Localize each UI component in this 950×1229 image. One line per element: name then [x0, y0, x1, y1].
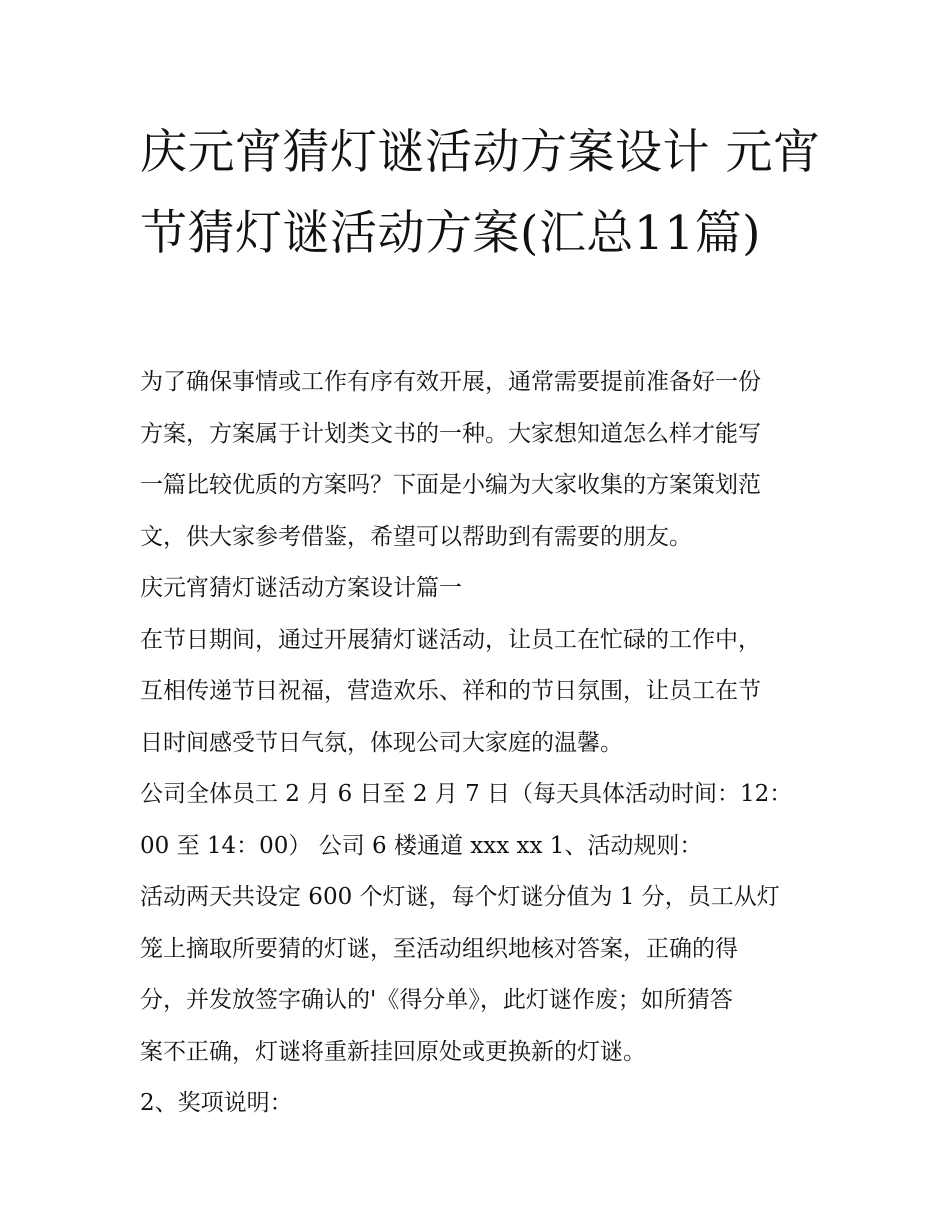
body-line-13: 分，并发放签字确认的'《得分单》，此灯谜作废；如所猜答 [140, 987, 733, 1013]
body-line-4: 文，供大家参考借鉴，希望可以帮助到有需要的朋友。 [140, 523, 692, 550]
body-line-2: 方案，方案属于计划类文书的一种。大家想知道怎么样才能写 [140, 420, 761, 447]
body-line-15: 2、奖项说明： [140, 1090, 293, 1116]
body-line-12: 笼上摘取所要猜的灯谜，至活动组织地核对答案，正确的得 [140, 935, 738, 962]
document-title: 庆元宵猜灯谜活动方案设计 元宵节猜灯谜活动方案(汇总11篇) [140, 125, 821, 261]
body-line-6: 在节日期间，通过开展猜灯谜活动，让员工在忙碌的工作中， [140, 626, 761, 653]
body-line-7: 互相传递节日祝福，营造欢乐、祥和的节日氛围，让员工在节 [140, 678, 761, 704]
document-body [140, 357, 830, 1130]
body-line-8: 日时间感受节日气氛，体现公司大家庭的温馨。 [140, 729, 623, 756]
body-line-9: 公司全体员工 2 月 6 日至 2 月 7 日（每天具体活动时间：12： [140, 781, 793, 807]
body-line-1: 为了确保事情或工作有序有效开展，通常需要提前准备好一份 [140, 369, 761, 395]
body-line-14: 案不正确，灯谜将重新挂回原处或更换新的灯谜。 [140, 1038, 646, 1065]
body-line-11: 活动两天共设定 600 个灯谜，每个灯谜分值为 1 分，员工从灯 [140, 884, 780, 910]
body-line-3: 一篇比较优质的方案吗？下面是小编为大家收集的方案策划范 [140, 472, 761, 498]
section-heading: 庆元宵猜灯谜活动方案设计篇一 [140, 575, 462, 601]
body-line-10: 00 至 14：00） 公司 6 楼通道 xxx xx 1、活动规则： [140, 832, 703, 859]
